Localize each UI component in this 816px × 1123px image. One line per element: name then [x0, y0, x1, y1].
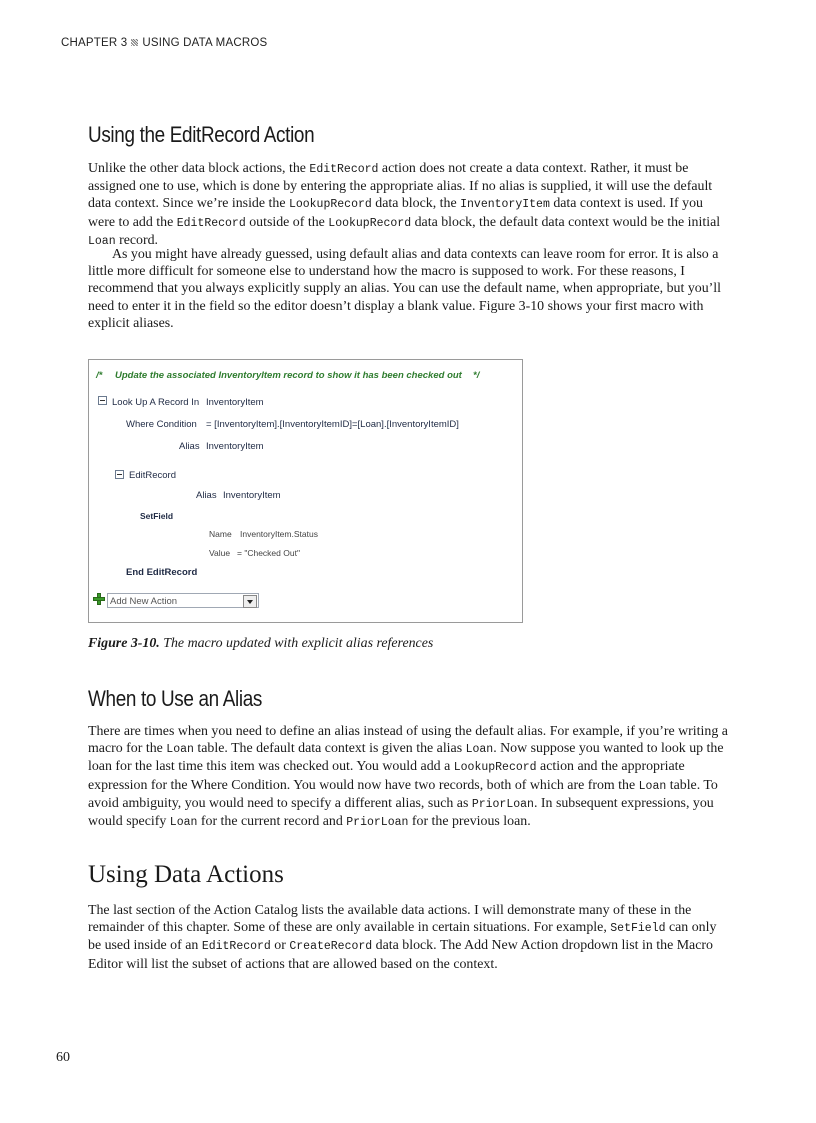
editrecord-label: EditRecord	[129, 470, 176, 481]
inline-code: SetField	[610, 922, 666, 936]
inline-code: EditRecord	[201, 940, 271, 954]
alias-label-2: Alias	[196, 490, 217, 501]
lookup-label: Look Up A Record In	[112, 397, 200, 408]
add-new-action-placeholder: Add New Action	[110, 596, 178, 607]
chapter-label: CHAPTER 3	[61, 37, 128, 49]
end-editrecord-label: End EditRecord	[126, 567, 198, 578]
editrecord-collapse-icon[interactable]	[115, 470, 124, 479]
setfield-label: SetField	[140, 511, 174, 521]
inline-code: EditRecord	[176, 216, 246, 230]
page-number: 60	[56, 1050, 70, 1065]
lookup-collapse-icon[interactable]	[98, 396, 107, 405]
inline-code: Loan	[169, 816, 198, 830]
chevron-down-icon[interactable]	[243, 595, 257, 608]
inline-code: LookupRecord	[328, 216, 412, 230]
section-heading-editrecord: Using the EditRecord Action	[88, 122, 315, 147]
inline-code: CreateRecord	[289, 940, 373, 954]
inline-code: Loan	[166, 743, 194, 757]
paragraph-data-actions-1: The last section of the Action Catalog lists the available data actions. I will demonstrate many of these in the remainder of this chapter. Some of these are only available in certain situations. For example, SetField can only be used inside of an EditRecord or CreateRecord data block. The Add New Action dropdown list in the Macro Editor will list the subset of actions that are allowed based on the context.	[88, 903, 717, 972]
header-separator-icon	[131, 39, 138, 46]
macro-editor-figure	[88, 359, 523, 623]
where-value[interactable]: = [InventoryItem].[InventoryItemID]=[Loan].[InventoryItemID]	[206, 419, 459, 430]
inline-code: EditRecord	[309, 163, 379, 176]
inline-code: Loan	[638, 779, 667, 793]
inline-code: PriorLoan	[471, 797, 534, 811]
alias-value-1[interactable]: InventoryItem	[206, 441, 264, 452]
inline-code: LookupRecord	[453, 761, 537, 775]
name-label: Name	[209, 529, 232, 539]
inline-code: PriorLoan	[346, 816, 409, 830]
add-new-action-dropdown[interactable]	[107, 593, 259, 608]
paragraph-editrecord-1: Unlike the other data block actions, the EditRecord action does not create a data context. Rather, it must be assigned one to use, which is done by entering the appropriate alias. If no alias is supplied, it will use the default data context. Since we’re inside the LookupRecord data block, the InventoryItem data context is used. If you were to add the EditRecord outside of the LookupRecord data block, the default data context would be the initial Loan record.	[88, 161, 721, 248]
value-value[interactable]: = "Checked Out"	[237, 548, 300, 558]
name-value[interactable]: InventoryItem.Status	[240, 529, 318, 539]
paragraph-alias-1: There are times when you need to define an alias instead of using the default alias. For example, if you’re writing a macro for the Loan table. The default data context is given the alias Loan. Now suppose you wanted to look up the loan for the last time this item was checked out. You would add a LookupRecord action and the appropriate expression for the Where Condition. You would now have two records, both of which are from the Loan table. To avoid ambiguity, you would need to specify a different alias, such as PriorLoan. In subsequent expressions, you would specify Loan for the current record and PriorLoan for the previous loan.	[88, 724, 728, 830]
inline-code: LookupRecord	[288, 198, 372, 212]
alias-value-2[interactable]: InventoryItem	[223, 490, 281, 501]
caption-label: Figure 3-10.	[88, 636, 160, 651]
inline-code: Loan	[88, 234, 116, 248]
where-label: Where Condition	[126, 419, 197, 430]
section-heading-alias: When to Use an Alias	[88, 686, 263, 711]
comment-close: */	[473, 370, 480, 381]
macro-comment: Update the associated InventoryItem record to show it has been checked out	[115, 370, 462, 381]
paragraph-editrecord-2: As you might have already guessed, using default alias and data contexts can leave room for error. It is also a little more difficult for someone else to understand how the macro is supposed to work. For these reasons, I recommend that you always explicitly supply an alias. You can use the default name, when appropriate, but you’ll need to enter it in the field so the editor doesn’t display a blank value. Figure 3-10 shows your first macro with explicit aliases.	[88, 247, 722, 331]
alias-label-1: Alias	[179, 441, 200, 452]
chapter-title: USING DATA MACROS	[142, 37, 268, 49]
figure-caption	[88, 636, 433, 652]
caption-text: The macro updated with explicit alias references	[159, 636, 434, 651]
value-label: Value	[209, 548, 231, 558]
running-header	[61, 37, 267, 49]
section-heading-data-actions: Using Data Actions	[88, 861, 284, 888]
add-action-plus-icon	[93, 593, 105, 605]
lookup-value[interactable]: InventoryItem	[206, 397, 264, 408]
comment-open: /*	[96, 370, 103, 381]
inline-code: Loan	[465, 743, 494, 757]
inline-code: InventoryItem	[460, 198, 550, 212]
